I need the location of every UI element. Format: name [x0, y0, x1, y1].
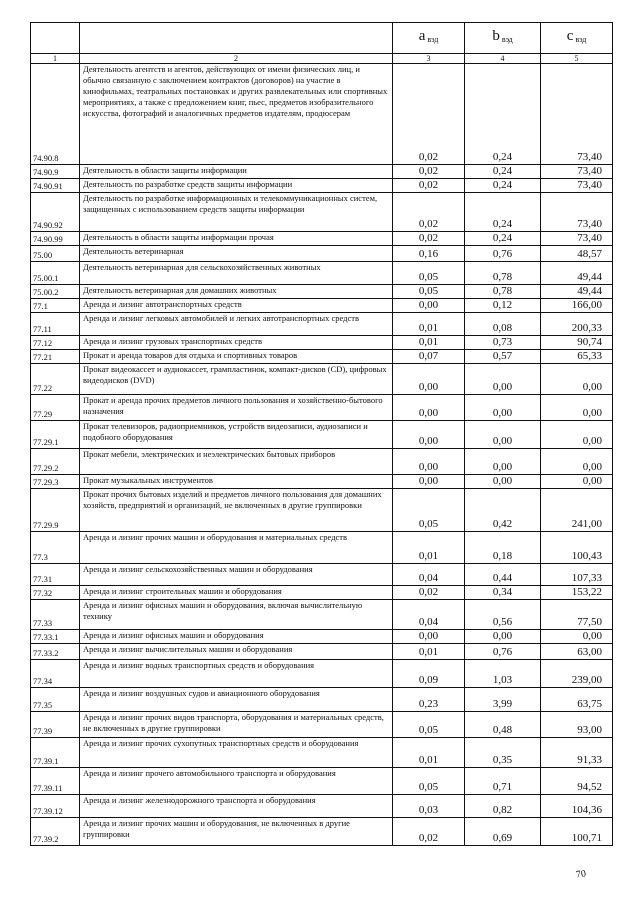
table-row — [31, 336, 613, 350]
row-activity-name: Прокат видеокассет и аудиокассет, грампластинок, компакт-дисков (CD), цифровых видеодисков (DVD) — [80, 364, 393, 395]
row-activity-name: Деятельность ветеринарная для сельскохозяйственных животных — [80, 262, 393, 285]
row-code: 74.90.8 — [31, 64, 80, 165]
row-activity-name: Прокат и аренда прочих предметов личного пользования и хозяйственно-бытового назначения — [80, 395, 393, 421]
header-c-subscript: вэд — [575, 35, 587, 44]
row-value-a: 0,02 — [393, 179, 465, 193]
row-code: 77.11 — [31, 313, 80, 336]
row-activity-name: Прокат и аренда товаров для отдыха и спортивных товаров — [80, 350, 393, 364]
row-activity-name: Аренда и лизинг вычислительных машин и оборудования — [80, 644, 393, 660]
row-activity-name: Аренда и лизинг грузовых транспортных средств — [80, 336, 393, 350]
table-row — [31, 313, 613, 336]
table-row — [31, 644, 613, 660]
row-activity-name: Аренда и лизинг офисных машин и оборудования, включая вычислительную технику — [80, 600, 393, 630]
header-a-label: a — [418, 28, 426, 44]
header-a-subscript: вэд — [427, 35, 439, 44]
row-activity-name: Деятельность агентств и агентов, действующих от имени физических лиц, и обычно связанную с заключением контрактов (договоров) на участие в кинофильмах, театральных постановках и других развлекательных или спортивных мероприятиях, а также с предложением книг, пьес, предметов изобразительного искусства, фотографий и аналогичных предметов издателям, продюсерам — [80, 64, 393, 165]
row-value-a: 0,23 — [393, 688, 465, 712]
row-code: 77.31 — [31, 564, 80, 586]
row-value-b: 0,00 — [465, 395, 541, 421]
table-row — [31, 586, 613, 600]
row-value-b: 0,56 — [465, 600, 541, 630]
row-value-a: 0,01 — [393, 644, 465, 660]
row-code: 77.1 — [31, 299, 80, 313]
table-row — [31, 818, 613, 846]
row-activity-name: Аренда и лизинг прочих сухопутных транспортных средств и оборудования — [80, 738, 393, 768]
table-row — [31, 475, 613, 489]
row-value-b: 0,73 — [465, 336, 541, 350]
table-row — [31, 630, 613, 644]
row-value-c: 200,33 — [541, 313, 613, 336]
row-value-c: 63,00 — [541, 644, 613, 660]
row-value-c: 73,40 — [541, 179, 613, 193]
row-code: 77.29 — [31, 395, 80, 421]
row-activity-name: Аренда и лизинг железнодорожного транспорта и оборудования — [80, 795, 393, 818]
row-activity-name: Аренда и лизинг водных транспортных средств и оборудования — [80, 660, 393, 688]
row-value-c: 104,36 — [541, 795, 613, 818]
row-code: 75.00.1 — [31, 262, 80, 285]
table-row — [31, 262, 613, 285]
row-code: 74.90.9 — [31, 165, 80, 179]
header-b-cell — [465, 23, 541, 54]
row-value-b: 0,08 — [465, 313, 541, 336]
table-row — [31, 449, 613, 475]
row-value-b: 0,12 — [465, 299, 541, 313]
row-value-b: 0,00 — [465, 364, 541, 395]
row-value-a: 0,00 — [393, 475, 465, 489]
row-value-b: 0,76 — [465, 246, 541, 262]
row-code: 77.29.1 — [31, 421, 80, 449]
row-value-c: 0,00 — [541, 449, 613, 475]
table-row — [31, 193, 613, 232]
row-value-c: 239,00 — [541, 660, 613, 688]
row-code: 77.33.1 — [31, 630, 80, 644]
header-b-subscript: вэд — [501, 35, 513, 44]
row-value-c: 0,00 — [541, 395, 613, 421]
row-code: 77.39.12 — [31, 795, 80, 818]
row-value-b: 0,00 — [465, 421, 541, 449]
row-value-a: 0,05 — [393, 768, 465, 795]
row-code: 77.29.2 — [31, 449, 80, 475]
table-row — [31, 232, 613, 246]
row-value-a: 0,02 — [393, 818, 465, 846]
row-value-a: 0,02 — [393, 193, 465, 232]
row-value-a: 0,09 — [393, 660, 465, 688]
row-value-c: 73,40 — [541, 64, 613, 165]
row-value-a: 0,05 — [393, 712, 465, 738]
row-value-a: 0,00 — [393, 449, 465, 475]
table-row — [31, 532, 613, 564]
row-value-c: 65,33 — [541, 350, 613, 364]
row-activity-name: Прокат прочих бытовых изделий и предметов личного пользования для домашних хозяйств, предприятий и организаций, не включенных в другие группировки — [80, 489, 393, 532]
row-code: 77.39.2 — [31, 818, 80, 846]
coefficients-table — [30, 22, 613, 846]
column-number: 2 — [80, 54, 393, 64]
table-row — [31, 299, 613, 313]
row-value-b: 0,76 — [465, 644, 541, 660]
row-value-a: 0,01 — [393, 313, 465, 336]
column-number-row — [31, 54, 613, 64]
row-activity-name: Аренда и лизинг автотранспортных средств — [80, 299, 393, 313]
table-row — [31, 179, 613, 193]
row-value-a: 0,03 — [393, 795, 465, 818]
row-code: 77.34 — [31, 660, 80, 688]
row-activity-name: Деятельность в области защиты информации прочая — [80, 232, 393, 246]
table-row — [31, 795, 613, 818]
row-value-c: 73,40 — [541, 232, 613, 246]
row-value-a: 0,00 — [393, 630, 465, 644]
row-value-b: 0,35 — [465, 738, 541, 768]
row-code: 77.39 — [31, 712, 80, 738]
row-activity-name: Деятельность ветеринарная — [80, 246, 393, 262]
row-activity-name: Прокат музыкальных инструментов — [80, 475, 393, 489]
row-value-b: 0,00 — [465, 449, 541, 475]
table-row — [31, 688, 613, 712]
row-value-b: 0,00 — [465, 630, 541, 644]
table-row — [31, 600, 613, 630]
row-value-b: 0,78 — [465, 285, 541, 299]
row-value-a: 0,02 — [393, 165, 465, 179]
row-value-a: 0,00 — [393, 299, 465, 313]
column-number: 3 — [393, 54, 465, 64]
row-value-b: 0,82 — [465, 795, 541, 818]
table-row — [31, 364, 613, 395]
table-row — [31, 712, 613, 738]
row-value-b: 0,18 — [465, 532, 541, 564]
row-activity-name: Деятельность в области защиты информации — [80, 165, 393, 179]
row-value-b: 0,42 — [465, 489, 541, 532]
column-number: 1 — [31, 54, 80, 64]
row-activity-name: Прокат мебели, электрических и неэлектрических бытовых приборов — [80, 449, 393, 475]
row-value-c: 90,74 — [541, 336, 613, 350]
row-value-a: 0,01 — [393, 336, 465, 350]
table-row — [31, 564, 613, 586]
row-code: 77.21 — [31, 350, 80, 364]
row-value-a: 0,02 — [393, 586, 465, 600]
row-code: 77.33.2 — [31, 644, 80, 660]
row-value-c: 166,00 — [541, 299, 613, 313]
row-value-c: 73,40 — [541, 193, 613, 232]
row-value-a: 0,02 — [393, 232, 465, 246]
row-value-c: 0,00 — [541, 364, 613, 395]
row-code: 75.00.2 — [31, 285, 80, 299]
table-row — [31, 246, 613, 262]
table-row — [31, 768, 613, 795]
page-number: 70 — [575, 868, 587, 881]
row-value-c: 241,00 — [541, 489, 613, 532]
row-value-a: 0,00 — [393, 421, 465, 449]
row-value-b: 0,24 — [465, 193, 541, 232]
row-value-a: 0,05 — [393, 489, 465, 532]
row-value-a: 0,05 — [393, 262, 465, 285]
row-code: 74.90.91 — [31, 179, 80, 193]
header-c-label: c — [566, 28, 574, 44]
row-value-a: 0,04 — [393, 600, 465, 630]
row-code: 74.90.92 — [31, 193, 80, 232]
row-code: 77.29.9 — [31, 489, 80, 532]
row-value-a: 0,01 — [393, 738, 465, 768]
row-value-c: 100,43 — [541, 532, 613, 564]
row-value-a: 0,07 — [393, 350, 465, 364]
row-value-a: 0,02 — [393, 64, 465, 165]
row-activity-name: Деятельность ветеринарная для домашних животных — [80, 285, 393, 299]
table-row — [31, 421, 613, 449]
row-activity-name: Аренда и лизинг прочих машин и оборудования, не включенных в другие группировки — [80, 818, 393, 846]
row-value-b: 0,71 — [465, 768, 541, 795]
table-row — [31, 489, 613, 532]
row-value-b: 0,24 — [465, 64, 541, 165]
row-value-c: 77,50 — [541, 600, 613, 630]
table-header-row — [31, 23, 613, 54]
row-activity-name: Аренда и лизинг офисных машин и оборудования — [80, 630, 393, 644]
row-activity-name: Аренда и лизинг легковых автомобилей и легких автотранспортных средств — [80, 313, 393, 336]
row-value-b: 0,69 — [465, 818, 541, 846]
row-code: 77.12 — [31, 336, 80, 350]
row-value-c: 91,33 — [541, 738, 613, 768]
table-row — [31, 285, 613, 299]
header-name-cell — [80, 23, 393, 54]
row-value-a: 0,16 — [393, 246, 465, 262]
row-activity-name: Аренда и лизинг строительных машин и оборудования — [80, 586, 393, 600]
row-value-c: 0,00 — [541, 421, 613, 449]
row-value-b: 0,44 — [465, 564, 541, 586]
header-b-label: b — [492, 28, 500, 44]
row-activity-name: Деятельность по разработке информационных и телекоммуникационных систем, защищенных с использованием средств защиты информации — [80, 193, 393, 232]
row-code: 77.29.3 — [31, 475, 80, 489]
row-code: 77.33 — [31, 600, 80, 630]
row-value-c: 49,44 — [541, 262, 613, 285]
row-value-b: 0,24 — [465, 165, 541, 179]
row-value-b: 0,78 — [465, 262, 541, 285]
row-value-a: 0,00 — [393, 364, 465, 395]
table-row — [31, 660, 613, 688]
row-value-a: 0,00 — [393, 395, 465, 421]
row-value-c: 94,52 — [541, 768, 613, 795]
row-activity-name: Аренда и лизинг прочих машин и оборудования и материальных средств — [80, 532, 393, 564]
row-activity-name: Аренда и лизинг воздушных судов и авиационного оборудования — [80, 688, 393, 712]
row-value-b: 0,24 — [465, 179, 541, 193]
row-value-b: 0,00 — [465, 475, 541, 489]
row-value-c: 49,44 — [541, 285, 613, 299]
row-activity-name: Прокат телевизоров, радиоприемников, устройств видеозаписи, аудиозаписи и подобного оборудования — [80, 421, 393, 449]
row-value-a: 0,01 — [393, 532, 465, 564]
row-activity-name: Аренда и лизинг сельскохозяйственных машин и оборудования — [80, 564, 393, 586]
row-activity-name: Аренда и лизинг прочих видов транспорта, оборудования и материальных средств, не включенных в другие группировки — [80, 712, 393, 738]
table-row — [31, 64, 613, 165]
column-number: 4 — [465, 54, 541, 64]
row-value-b: 3,99 — [465, 688, 541, 712]
row-code: 77.3 — [31, 532, 80, 564]
row-value-c: 93,00 — [541, 712, 613, 738]
header-code-cell — [31, 23, 80, 54]
row-value-b: 0,57 — [465, 350, 541, 364]
table-row — [31, 350, 613, 364]
row-value-c: 107,33 — [541, 564, 613, 586]
row-value-b: 0,34 — [465, 586, 541, 600]
row-code: 74.90.99 — [31, 232, 80, 246]
row-code: 77.39.1 — [31, 738, 80, 768]
row-value-a: 0,04 — [393, 564, 465, 586]
row-value-c: 73,40 — [541, 165, 613, 179]
document-page — [30, 22, 612, 846]
row-code: 77.35 — [31, 688, 80, 712]
table-row — [31, 395, 613, 421]
header-a-cell — [393, 23, 465, 54]
row-value-c: 100,71 — [541, 818, 613, 846]
row-code: 77.32 — [31, 586, 80, 600]
row-value-b: 1,03 — [465, 660, 541, 688]
row-code: 77.39.11 — [31, 768, 80, 795]
header-c-cell — [541, 23, 613, 54]
row-value-c: 48,57 — [541, 246, 613, 262]
row-value-c: 0,00 — [541, 630, 613, 644]
row-value-c: 153,22 — [541, 586, 613, 600]
column-number: 5 — [541, 54, 613, 64]
table-row — [31, 738, 613, 768]
row-value-b: 0,48 — [465, 712, 541, 738]
table-row — [31, 165, 613, 179]
row-code: 75.00 — [31, 246, 80, 262]
row-activity-name: Деятельность по разработке средств защиты информации — [80, 179, 393, 193]
row-code: 77.22 — [31, 364, 80, 395]
row-value-c: 0,00 — [541, 475, 613, 489]
row-value-a: 0,05 — [393, 285, 465, 299]
row-value-b: 0,24 — [465, 232, 541, 246]
row-value-c: 63,75 — [541, 688, 613, 712]
row-activity-name: Аренда и лизинг прочего автомобильного транспорта и оборудования — [80, 768, 393, 795]
